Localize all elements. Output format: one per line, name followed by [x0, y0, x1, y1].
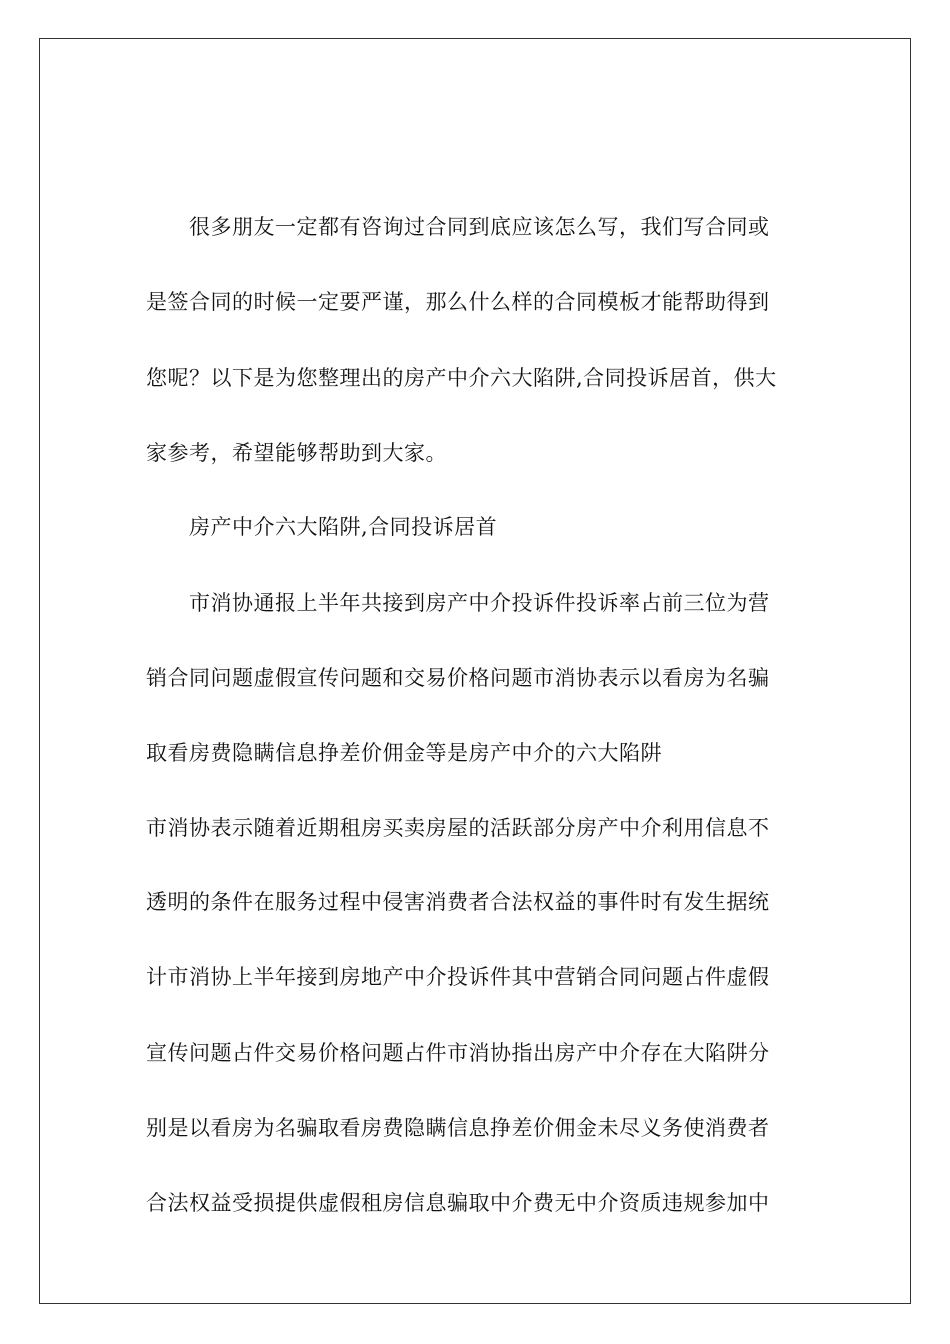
paragraph-1-line-4: 家参考，希望能够帮助到大家。: [146, 441, 447, 465]
paragraph-2-line-2: 销合同问题虚假宣传问题和交易价格问题市消协表示以看房为名骗: [146, 666, 770, 690]
paragraph-2-line-1: 市消协通报上半年共接到房产中介投诉件投诉率占前三位为营: [189, 591, 770, 615]
section-title: 房产中介六大陷阱,合同投诉居首: [189, 515, 498, 539]
paragraph-3-line-1: 市消协表示随着近期租房买卖房屋的活跃部分房产中介利用信息不: [146, 816, 770, 840]
paragraph-3-line-3: 计市消协上半年接到房地产中介投诉件其中营销合同问题占件虚假: [146, 965, 770, 989]
paragraph-3-line-2: 透明的条件在服务过程中侵害消费者合法权益的事件时有发生据统: [146, 890, 770, 914]
paragraph-1-line-3: 您呢？以下是为您整理出的房产中介六大陷阱,合同投诉居首，供大: [146, 366, 777, 390]
paragraph-3-line-5: 别是以看房为名骗取看房费隐瞒信息挣差价佣金未尽义务使消费者: [146, 1116, 770, 1140]
paragraph-2-line-3: 取看房费隐瞒信息挣差价佣金等是房产中介的六大陷阱: [146, 741, 662, 765]
paragraph-3-line-4: 宣传问题占件交易价格问题占件市消协指出房产中介存在大陷阱分: [146, 1041, 770, 1065]
paragraph-1-line-1: 很多朋友一定都有咨询过合同到底应该怎么写，我们写合同或: [189, 215, 770, 239]
paragraph-1-line-2: 是签合同的时候一定要严谨，那么什么样的合同模板才能帮助得到: [146, 290, 770, 314]
paragraph-3-line-6: 合法权益受损提供虚假租房信息骗取中介费无中介资质违规参加中: [146, 1191, 770, 1215]
